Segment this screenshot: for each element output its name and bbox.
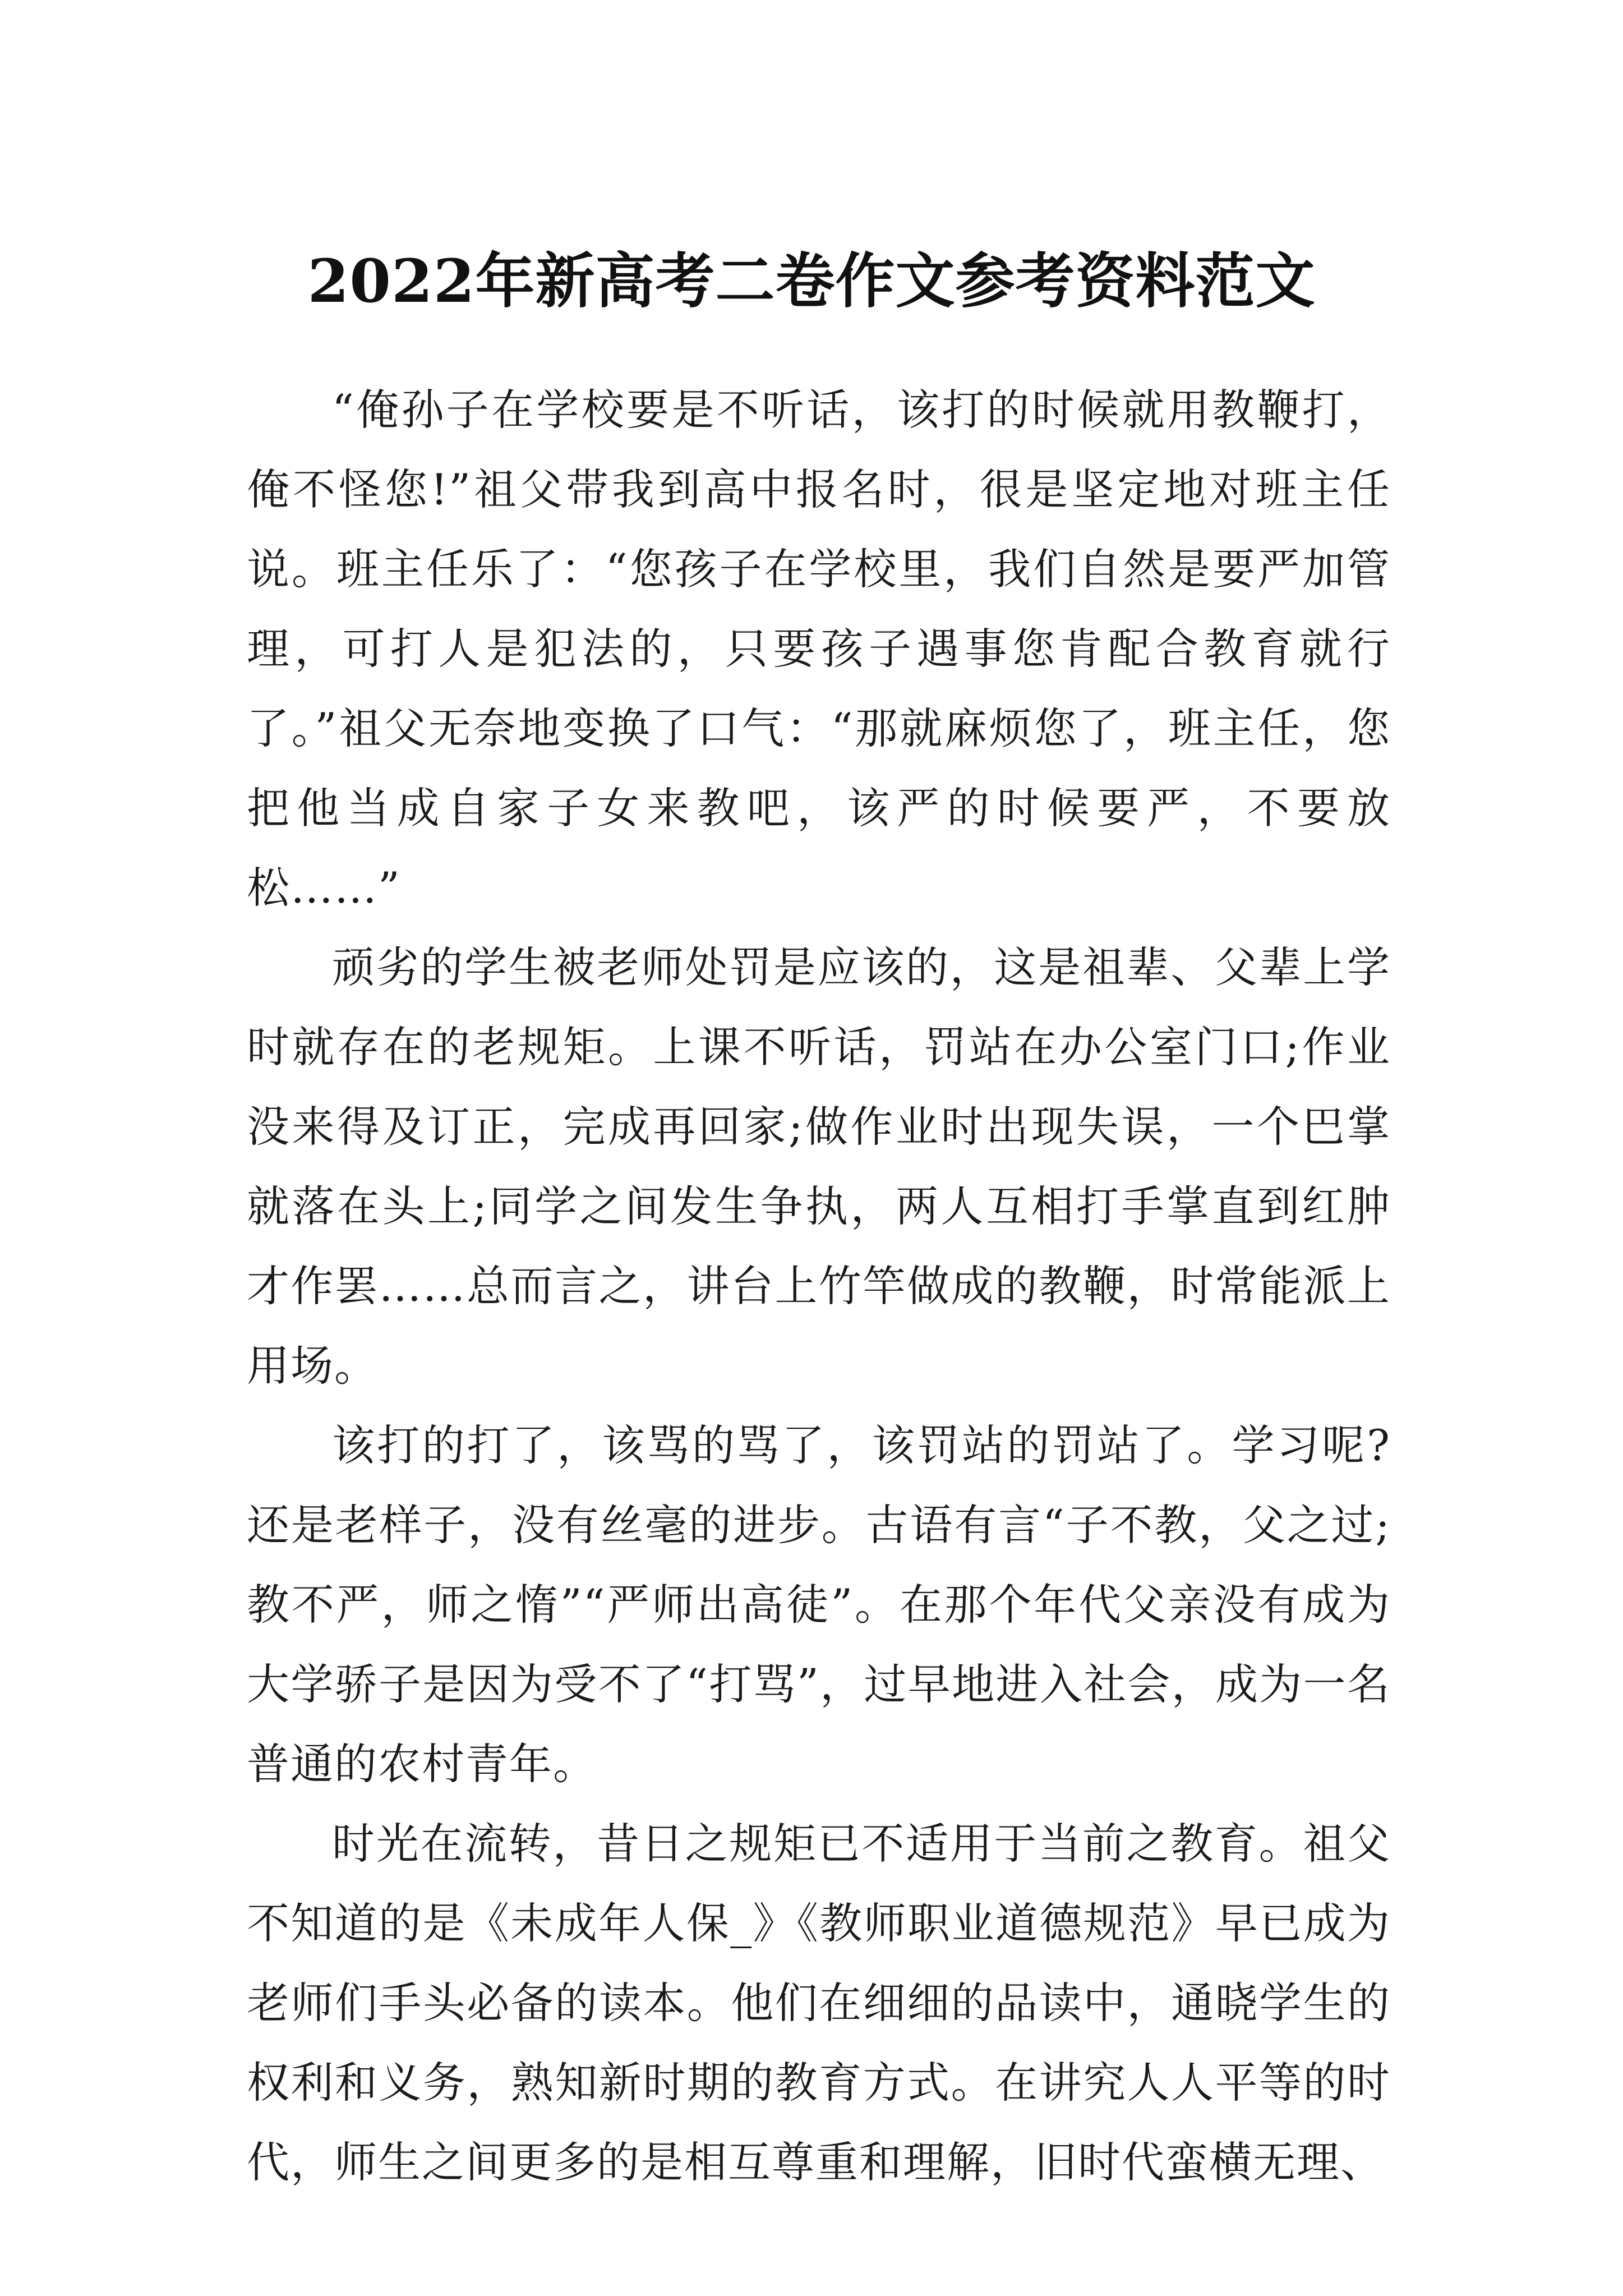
paragraph: “俺孙子在学校要是不听话，该打的时候就用教鞭打，俺不怪您!”祖父带我到高中报名时，很是坚定地对班主任说。班主任乐了：“您孩子在学校里，我们自然是要严加管理，可打人是犯法的，只要孩子遇事您肯配合教育就行了。”祖父无奈地变换了口气：“那就麻烦您了，班主任，您把他当成自家子女来教吧，该严的时候要严，不要放松……” — [247, 385, 1391, 913]
paragraph: 该打的打了，该骂的骂了，该罚站的罚站了。学习呢?还是老样子，没有丝毫的进步。古语有言“子不教，父之过;教不严，师之惰”“严师出高徒”。在那个年代父亲没有成为大学骄子是因为受不了“打骂”，过早地进入社会，成为一名普通的农村青年。 — [247, 1420, 1391, 1789]
essay-body — [247, 370, 1391, 2202]
paragraph: 时光在流转，昔日之规矩已不适用于当前之教育。祖父不知道的是《未成年人保_》《教师职业道德规范》早已成为老师们手头必备的读本。他们在细细的品读中，通晓学生的权利和义务，熟知新时期的教育方式。在讲究人人平等的时代，师生之间更多的是相互尊重和理解，旧时代蛮横无理、 — [247, 1819, 1391, 2187]
page-title: 2022年新高考二卷作文参考资料范文 — [307, 246, 1316, 316]
paragraph: 顽劣的学生被老师处罚是应该的，这是祖辈、父辈上学时就存在的老规矩。上课不听话，罚站在办公室门口;作业没来得及订正，完成再回家;做作业时出现失误，一个巴掌就落在头上;同学之间发生争执，两人互相打手掌直到红肿才作罢……总而言之，讲台上竹竿做成的教鞭，时常能派上用场。 — [247, 942, 1391, 1391]
